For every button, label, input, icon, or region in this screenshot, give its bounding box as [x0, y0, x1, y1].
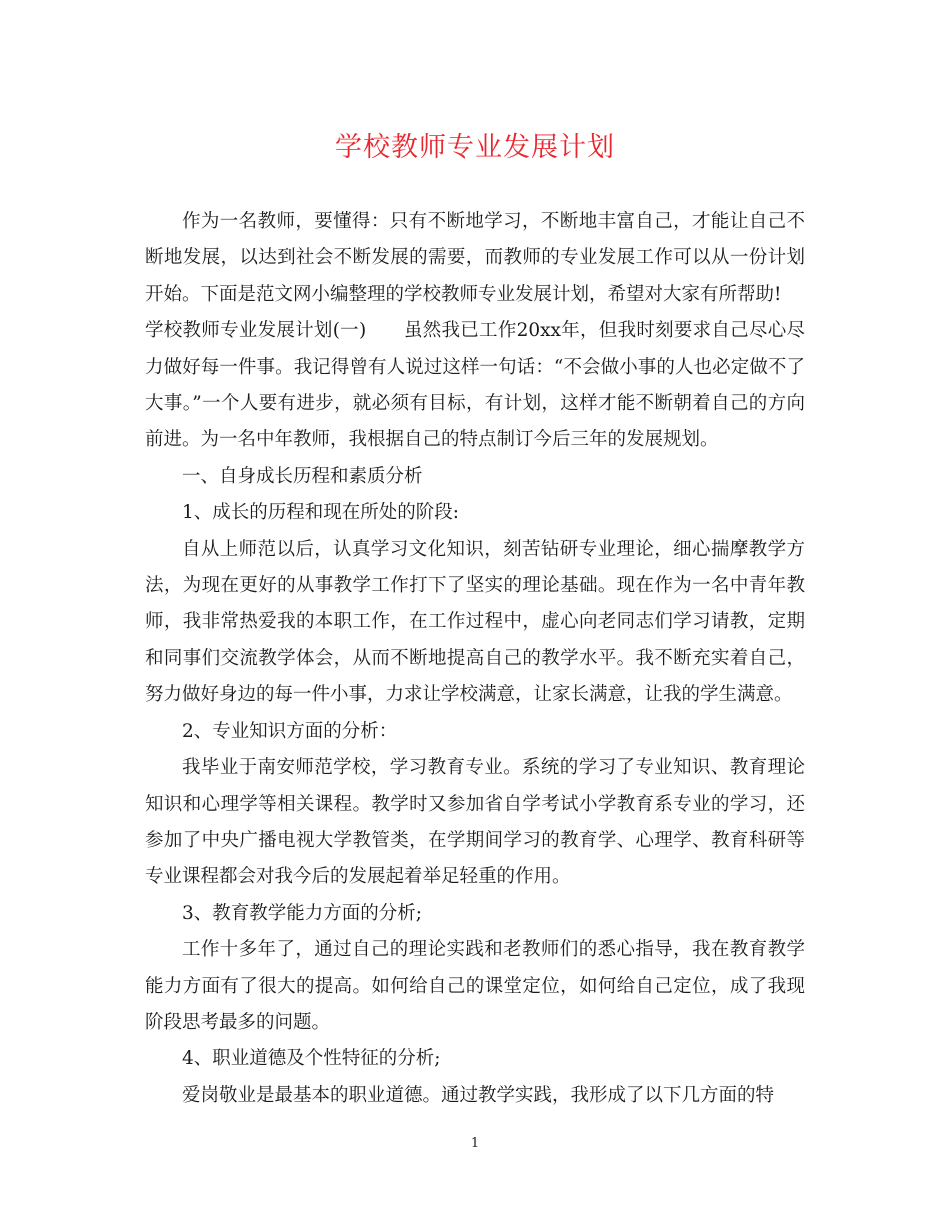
paragraph-knowledge: 我毕业于南安师范学校，学习教育专业。系统的学习了专业知识、教育理论知识和心理学等相关课程。教学时又参加省自学考试小学教育系专业的学习，还参加了中央广播电视大学教管类，在学期间学习的教育学、心理学、教育科研等专业课程都会对我今后的发展起着举足轻重的作用。 [145, 757, 805, 888]
subheading-teaching-ability: 3、教育教学能力方面的分析; [182, 902, 423, 924]
paragraph-teaching-ability: 工作十多年了，通过自己的理论实践和老教师们的悉心指导，我在教育教学能力方面有了很大的提高。如何给自己的课堂定位，如何给自己定位，成了我现阶段思考最多的问题。 [145, 939, 805, 1033]
subheading-ethics: 4、职业道德及个性特征的分析; [182, 1048, 441, 1070]
section-heading-1: 一、自身成长历程和素质分析 [182, 465, 423, 487]
subheading-growth: 1、成长的历程和现在所处的阶段: [182, 502, 460, 524]
document-title: 学校教师专业发展计划 [335, 132, 615, 163]
document-body [145, 204, 805, 1114]
paragraph-plan-one: 学校教师专业发展计划(一) 虽然我已工作20xx年，但我时刻要求自己尽心尽力做好每一件事。我记得曾有人说过这样一句话：“不会做小事的人也必定做不了大事。”一个人要有进步，就必须有目标，有计划，这样才能不断朝着自己的方向前进。为一名中年教师，我根据自己的特点制订今后三年的发展规划。 [145, 320, 805, 451]
paragraph-growth: 自从上师范以后，认真学习文化知识，刻苦钻研专业理论，细心揣摩教学方法，为现在更好的从事教学工作打下了坚实的理论基础。现在作为一名中青年教师，我非常热爱我的本职工作，在工作过程中，虚心向老同志们学习请教，定期和同事们交流教学体会，从而不断地提高自己的教学水平。我不断充实着自己，努力做好身边的每一件小事，力求让学校满意，让家长满意，让我的学生满意。 [145, 538, 805, 706]
subheading-knowledge: 2、专业知识方面的分析： [182, 720, 398, 742]
paragraph-ethics: 爱岗敬业是最基本的职业道德。通过教学实践，我形成了以下几方面的特 [182, 1084, 775, 1106]
page-number: 1 [470, 1136, 480, 1151]
paragraph-intro: 作为一名教师，要懂得：只有不断地学习，不断地丰富自己，才能让自己不断地发展，以达到社会不断发展的需要，而教师的专业发展工作可以从一份计划开始。下面是范文网小编整理的学校教师专业发展计划，希望对大家有所帮助! [145, 211, 805, 305]
